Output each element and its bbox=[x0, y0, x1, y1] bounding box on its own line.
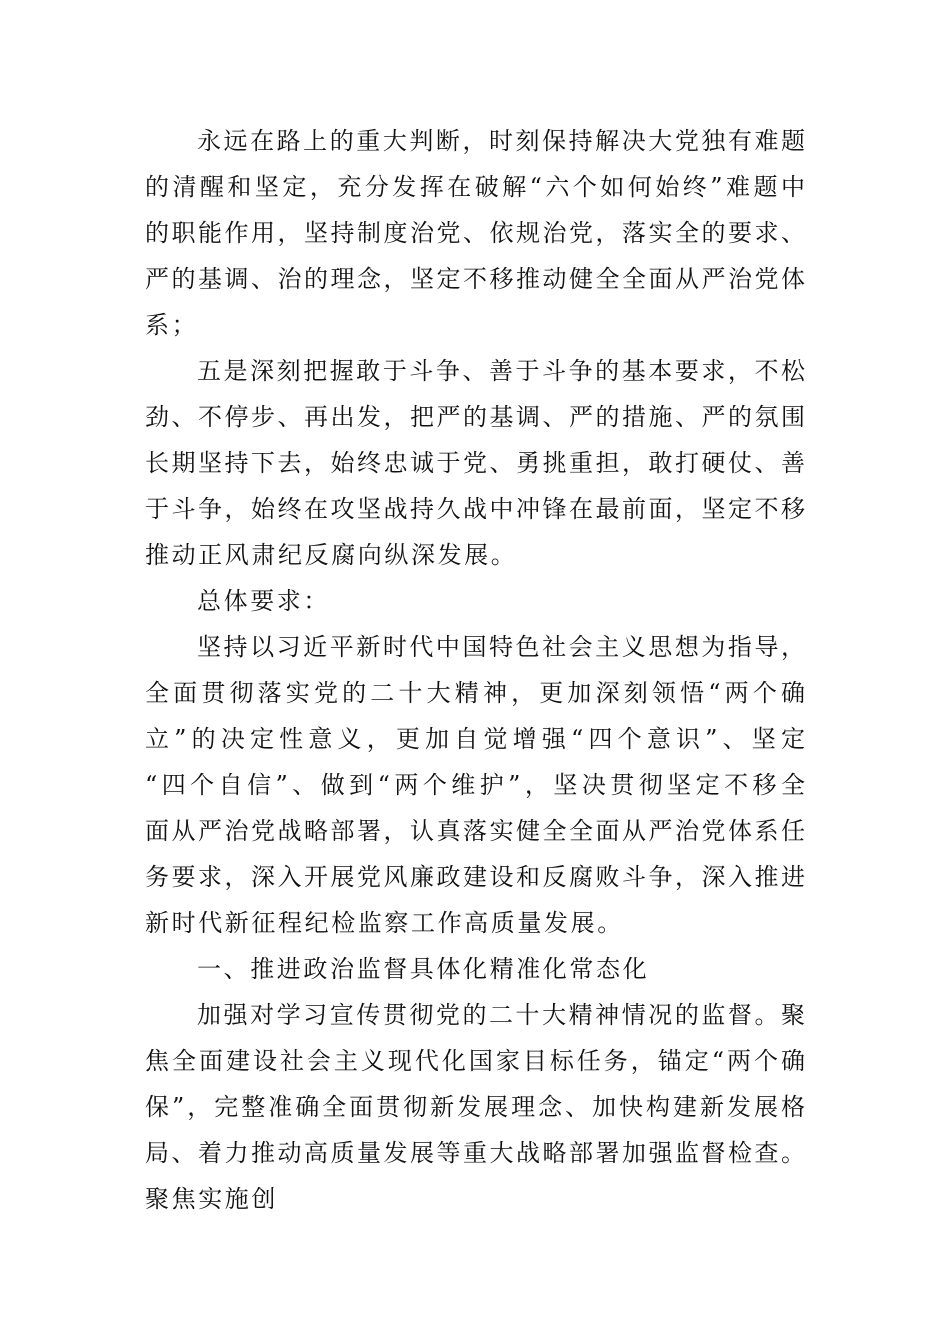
paragraph bbox=[145, 946, 805, 992]
text-line: 局、着力推动高质量发展等重大战略部署加强监督检查。 bbox=[145, 1139, 805, 1167]
text-line: “四个自信”、做到“两个维护”，坚决贯彻坚定不移全 bbox=[145, 771, 805, 799]
text-line: 坚持以习近平新时代中国特色社会主义思想为指导， bbox=[197, 633, 805, 661]
paragraph bbox=[145, 624, 805, 946]
text-line: 加强对学习宣传贯彻党的二十大精神情况的监督。聚 bbox=[197, 1001, 805, 1029]
text-line: 保”，完整准确全面贯彻新发展理念、加快构建新发展格 bbox=[145, 1093, 805, 1121]
text-line: 新时代新征程纪检监察工作高质量发展。 bbox=[145, 909, 624, 937]
text-line: 焦全面建设社会主义现代化国家目标任务，锚定“两个确 bbox=[145, 1047, 805, 1075]
paragraph bbox=[145, 118, 805, 348]
text-line: 一、推进政治监督具体化精准化常态化 bbox=[197, 955, 650, 983]
text-line: 面从严治党战略部署，认真落实健全全面从严治党体系任 bbox=[145, 817, 805, 845]
text-line: 五是深刻把握敢于斗争、善于斗争的基本要求，不松 bbox=[197, 357, 805, 385]
text-line: 系； bbox=[145, 311, 199, 339]
text-line: 聚焦实施创 bbox=[145, 1185, 278, 1213]
text-line: 的清醒和坚定，充分发挥在破解“六个如何始终”难题中 bbox=[145, 173, 805, 201]
text-line: 永远在路上的重大判断，时刻保持解决大党独有难题 bbox=[197, 127, 805, 155]
text-line: 的职能作用，坚持制度治党、依规治党，落实全的要求、 bbox=[145, 219, 805, 247]
document-page bbox=[145, 118, 805, 1222]
paragraph bbox=[145, 992, 805, 1222]
text-line: 劲、不停步、再出发，把严的基调、严的措施、严的氛围 bbox=[145, 403, 805, 431]
text-line: 于斗争，始终在攻坚战持久战中冲锋在最前面，坚定不移 bbox=[145, 495, 805, 523]
text-line: 立”的决定性意义，更加自觉增强“四个意识”、坚定 bbox=[145, 725, 805, 753]
text-line: 推动正风肃纪反腐向纵深发展。 bbox=[145, 541, 518, 569]
text-line: 全面贯彻落实党的二十大精神，更加深刻领悟“两个确 bbox=[145, 679, 805, 707]
paragraph bbox=[145, 578, 805, 624]
paragraph bbox=[145, 348, 805, 578]
text-line: 长期坚持下去，始终忠诚于党、勇挑重担，敢打硬仗、善 bbox=[145, 449, 805, 477]
text-line: 务要求，深入开展党风廉政建设和反腐败斗争，深入推进 bbox=[145, 863, 805, 891]
text-line: 总体要求： bbox=[197, 587, 330, 615]
text-line: 严的基调、治的理念，坚定不移推动健全全面从严治党体 bbox=[145, 265, 805, 293]
